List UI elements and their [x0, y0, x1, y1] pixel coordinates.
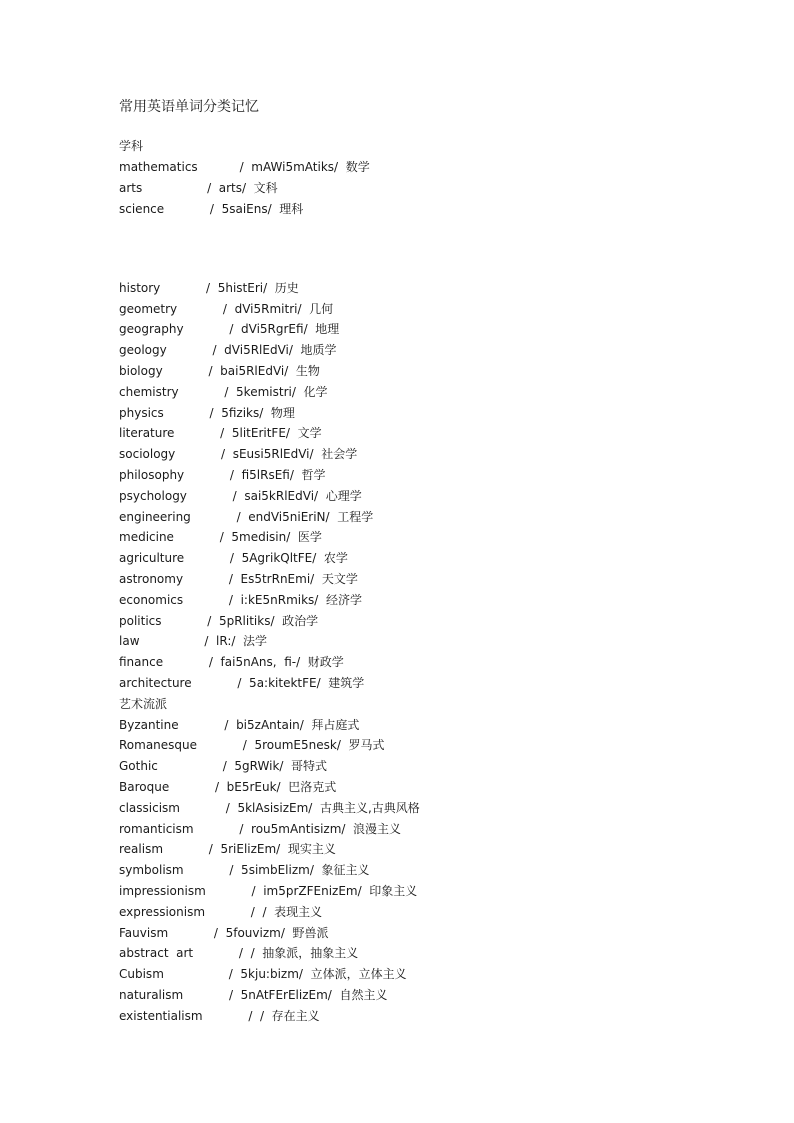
section-heading-art: 艺术流派 [119, 697, 168, 711]
vocab-line: agriculture / 5AgrikQltFE/ 农学 [119, 551, 348, 565]
vocab-line: Baroque / bE5rEuk/ 巴洛克式 [119, 780, 337, 794]
vocab-line: existentialism / / 存在主义 [119, 1009, 320, 1023]
page-title: 常用英语单词分类记忆 [119, 99, 259, 115]
vocab-line: realism / 5riElizEm/ 现实主义 [119, 842, 336, 856]
vocab-line: Romanesque / 5roumE5nesk/ 罗马式 [119, 738, 385, 752]
vocab-line: engineering / endVi5niEriN/ 工程学 [119, 510, 374, 524]
vocab-line: philosophy / fi5lRsEfi/ 哲学 [119, 468, 326, 482]
vocab-line: mathematics / mAWi5mAtiks/ 数学 [119, 160, 370, 174]
vocab-line: sociology / sEusi5RlEdVi/ 社会学 [119, 447, 358, 461]
vocab-line: Fauvism / 5fouvizm/ 野兽派 [119, 926, 329, 940]
vocab-line: chemistry / 5kemistri/ 化学 [119, 385, 328, 399]
section-heading-subjects: 学科 [119, 139, 144, 153]
vocab-line: expressionism / / 表现主义 [119, 905, 323, 919]
vocab-line: geometry / dVi5Rmitri/ 几何 [119, 302, 334, 316]
vocab-line: naturalism / 5nAtFErElizEm/ 自然主义 [119, 988, 388, 1002]
vocab-line: classicism / 5klAsisizEm/ 古典主义,古典风格 [119, 801, 420, 815]
vocab-line: architecture / 5a:kitektFE/ 建筑学 [119, 676, 365, 690]
vocab-line: Cubism / 5kju:bizm/ 立体派，立体主义 [119, 967, 407, 981]
vocab-line: finance / fai5nAns, fi-/ 财政学 [119, 655, 344, 669]
vocab-line: Gothic / 5gRWik/ 哥特式 [119, 759, 328, 773]
vocab-line: psychology / sai5kRlEdVi/ 心理学 [119, 489, 362, 503]
vocab-line: impressionism / im5prZFEnizEm/ 印象主义 [119, 884, 418, 898]
vocab-line: physics / 5fiziks/ 物理 [119, 406, 295, 420]
vocab-line: arts / arts/ 文科 [119, 181, 278, 195]
vocab-line: law / lR:/ 法学 [119, 634, 268, 648]
vocab-line: astronomy / Es5trRnEmi/ 天文学 [119, 572, 358, 586]
vocab-line: literature / 5litEritFE/ 文学 [119, 426, 322, 440]
vocab-line: medicine / 5medisin/ 医学 [119, 530, 322, 544]
vocab-line: symbolism / 5simbElizm/ 象征主义 [119, 863, 370, 877]
vocab-line: history / 5histEri/ 历史 [119, 281, 299, 295]
vocab-line: Byzantine / bi5zAntain/ 拜占庭式 [119, 718, 360, 732]
vocab-line: politics / 5pRlitiks/ 政治学 [119, 614, 319, 628]
vocab-line: science / 5saiEns/ 理科 [119, 202, 304, 216]
vocab-line: economics / i:kE5nRmiks/ 经济学 [119, 593, 362, 607]
vocab-line: abstract art / / 抽象派，抽象主义 [119, 946, 359, 960]
vocab-line: geology / dVi5RlEdVi/ 地质学 [119, 343, 337, 357]
vocab-line: romanticism / rou5mAntisizm/ 浪漫主义 [119, 822, 402, 836]
vocab-line: geography / dVi5RgrEfi/ 地理 [119, 322, 340, 336]
vocab-line: biology / bai5RlEdVi/ 生物 [119, 364, 320, 378]
